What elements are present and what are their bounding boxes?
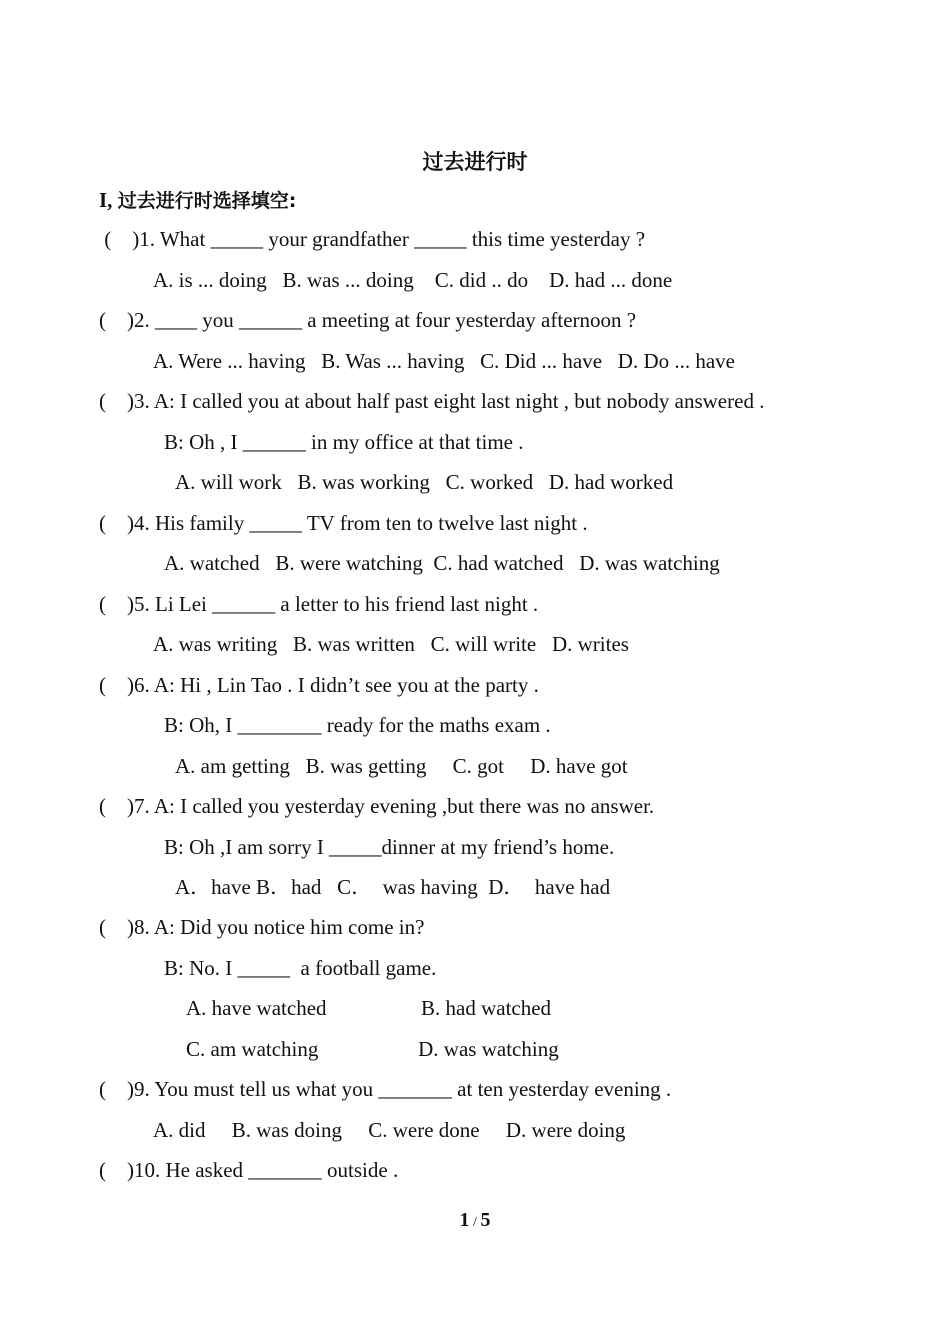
- question-6-reply: B: Oh, I ________ ready for the maths exam .: [164, 713, 551, 737]
- question-8: ( )8. A: Did you notice him come in?: [99, 915, 425, 939]
- page-number: [0, 1209, 950, 1232]
- current-page: 1: [459, 1209, 470, 1231]
- question-4-options: A. watched B. were watching C. had watched D. was watching: [164, 551, 720, 575]
- question-7: ( )7. A: I called you yesterday evening ,but there was no answer.: [99, 794, 655, 818]
- question-8-options-row2: C. am watching D. was watching: [186, 1037, 559, 1061]
- question-7-options: A．have B．had C． was having D． have had: [175, 875, 611, 899]
- page-title: 过去进行时: [422, 150, 528, 174]
- section-heading: [99, 186, 296, 213]
- question-1: ( )1. What _____ your grandfather _____ this time yesterday ?: [99, 227, 646, 251]
- question-9-options: A. did B. was doing C. were done D. were doing: [153, 1118, 626, 1142]
- question-2-options: A. Were ... having B. Was ... having C. Did ... have D. Do ... have: [153, 349, 736, 373]
- question-10: ( )10. He asked _______ outside .: [99, 1158, 399, 1182]
- total-pages: 5: [480, 1209, 491, 1231]
- section-title: 过去进行时选择填空:: [117, 190, 297, 212]
- question-9: ( )9. You must tell us what you _______ at ten yesterday evening .: [99, 1077, 672, 1101]
- question-8-options-row1: A. have watched B. had watched: [186, 996, 552, 1020]
- question-7-reply: B: Oh ,I am sorry I _____dinner at my friend’s home.: [164, 835, 615, 859]
- question-8-reply: B: No. I _____ a football game.: [164, 956, 437, 980]
- question-3-options: A. will work B. was working C. worked D. had worked: [175, 470, 674, 494]
- question-3-reply: B: Oh , I ______ in my office at that time .: [164, 430, 524, 454]
- question-6: ( )6. A: Hi , Lin Tao . I didn’t see you at the party .: [99, 673, 539, 697]
- question-1-options: A. is ... doing B. was ... doing C. did .. do D. had ... done: [153, 268, 673, 292]
- question-5-options: A. was writing B. was written C. will write D. writes: [153, 632, 629, 656]
- question-3: ( )3. A: I called you at about half past eight last night , but nobody answered .: [99, 389, 765, 413]
- question-6-options: A. am getting B. was getting C. got D. have got: [175, 754, 628, 778]
- page-separator: /: [469, 1215, 481, 1230]
- section-number: I,: [99, 188, 118, 212]
- question-4: ( )4. His family _____ TV from ten to twelve last night .: [99, 511, 588, 535]
- question-2: ( )2. ____ you ______ a meeting at four yesterday afternoon ?: [99, 308, 637, 332]
- question-5: ( )5. Li Lei ______ a letter to his friend last night .: [99, 592, 539, 616]
